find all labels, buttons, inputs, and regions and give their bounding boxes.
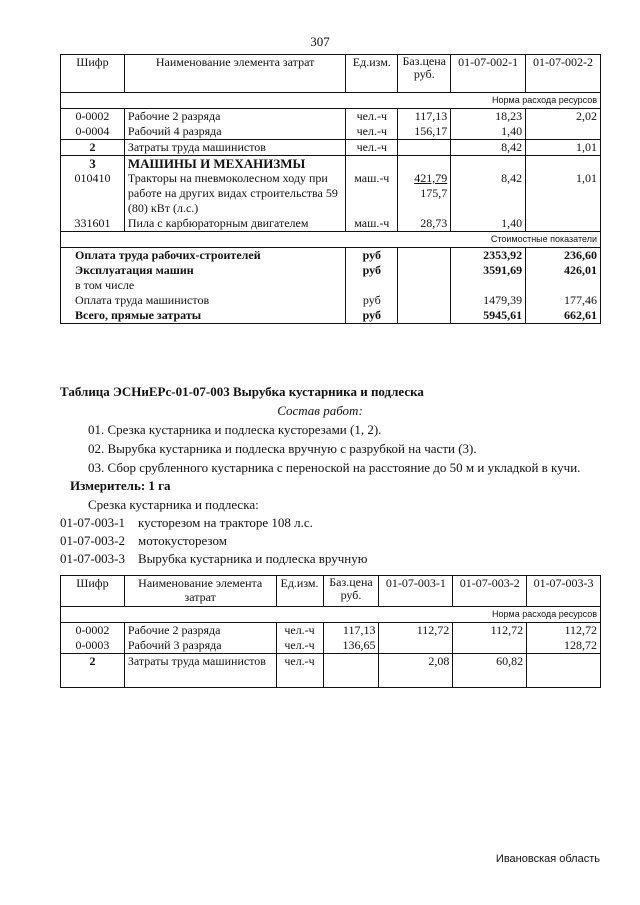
row-price [398, 171, 451, 216]
cost-name: Эксплуатация машин [61, 263, 346, 278]
section-cost-row [61, 232, 601, 248]
row-value-1: 8,42 [451, 140, 526, 156]
row-price: 156,17 [398, 124, 451, 140]
variant-code: 01-07-003-2 [60, 533, 125, 548]
row-value-2: 112,72 [453, 623, 527, 639]
row-price-value-2: 175,7 [420, 186, 448, 200]
row-value-1: 8,42 [451, 171, 526, 216]
row-code: 331601 [61, 216, 125, 232]
section-row [61, 156, 601, 172]
header-unit: Ед.изм. [346, 55, 398, 93]
row-name: МАШИНЫ И МЕХАНИЗМЫ [124, 156, 345, 172]
meter-label: Измеритель: 1 га [70, 478, 171, 493]
table-row [61, 140, 601, 156]
row-value-2: 60,82 [453, 654, 527, 688]
cost-value-1: 1479,39 [451, 293, 526, 308]
cost-value-2: 426,01 [526, 263, 601, 278]
row-name: Рабочий 3 разряда [124, 638, 276, 654]
work-item: 02. Вырубка кустарника и подлеска вручную с разрубкой на части (3). [88, 441, 477, 456]
header-code: Шифр [61, 576, 125, 607]
row-value-2: 1,01 [526, 140, 601, 156]
table-subtitle: Состав работ: [277, 403, 363, 418]
table-title: Таблица ЭСНиЕРс-01-07-003 Вырубка кустарника и подлеска [60, 384, 424, 399]
variant-code: 01-07-003-1 [60, 515, 125, 530]
row-unit: маш.-ч [346, 216, 398, 232]
cost-name: Оплата труда машинистов [61, 293, 346, 308]
variant-text: мотокусторезом [138, 533, 227, 548]
header-col3: 01-07-003-3 [527, 576, 601, 607]
row-name: Пила с карбюраторным двигателем [124, 216, 345, 232]
table-row [61, 124, 601, 140]
cost-value-1: 3591,69 [451, 263, 526, 278]
row-value-3: 128,72 [527, 638, 601, 654]
header-unit: Ед.изм. [276, 576, 323, 607]
header-code: Шифр [61, 55, 125, 93]
footer-region: Ивановская область [495, 853, 600, 865]
row-code: 0-0002 [61, 623, 125, 639]
row-unit: чел.-ч [346, 140, 398, 156]
cost-name: в том числе [61, 278, 346, 293]
row-value-2 [453, 638, 527, 654]
row-unit: чел.-ч [276, 623, 323, 639]
row-value-3 [527, 654, 601, 688]
row-code: 0-0004 [61, 124, 125, 140]
header-price: Баз.цена руб. [323, 576, 379, 607]
row-code: 0-0002 [61, 109, 125, 125]
row-unit: маш.-ч [346, 171, 398, 216]
row-price: 136,65 [323, 638, 379, 654]
row-name: Затраты труда машинистов [124, 140, 345, 156]
row-code: 2 [61, 140, 125, 156]
row-unit: чел.-ч [346, 124, 398, 140]
cost-row [61, 263, 601, 278]
row-price [323, 654, 379, 688]
header-col1: 01-07-002-1 [451, 55, 526, 93]
table-row [61, 171, 601, 216]
cost-unit: руб [346, 308, 398, 324]
table-header-row [61, 55, 601, 93]
cost-unit: руб [346, 293, 398, 308]
row-code: 010410 [61, 171, 125, 216]
work-item: 01. Срезка кустарника и подлеска кусторезами (1, 2). [88, 422, 382, 437]
row-value-2: 2,02 [526, 109, 601, 125]
cost-row [61, 248, 601, 264]
table-row [61, 216, 601, 232]
row-price: 117,13 [323, 623, 379, 639]
header-price: Баз.цена руб. [398, 55, 451, 93]
cost-row [61, 278, 601, 293]
cost-row [61, 308, 601, 324]
section-norma-row [61, 607, 601, 623]
table-row [61, 638, 601, 654]
cost-value-1: 5945,61 [451, 308, 526, 324]
cost-row [61, 293, 601, 308]
header-col2: 01-07-002-2 [526, 55, 601, 93]
row-code: 2 [61, 654, 125, 688]
meter-description: Срезка кустарника и подлеска: [88, 497, 259, 512]
table-header-row [61, 576, 601, 607]
row-name: Рабочие 2 разряда [124, 109, 345, 125]
cost-value-1: 2353,92 [451, 248, 526, 264]
variant-code: 01-07-003-3 [60, 551, 125, 566]
header-name: Наименование элемента затрат [124, 576, 276, 607]
section-norma-row [61, 93, 601, 109]
cost-value-2: 662,61 [526, 308, 601, 324]
page-number: 307 [310, 34, 330, 49]
row-name: Тракторы на пневмоколесном ходу при работе на других видах строительства 59 (80) кВт (л.с.) [124, 171, 345, 216]
table-row [61, 109, 601, 125]
row-unit: чел.-ч [276, 638, 323, 654]
resource-table-2 [60, 575, 601, 688]
section-cost-label: Стоимостные показатели [451, 232, 601, 248]
table-row [61, 654, 601, 688]
header-name: Наименование элемента затрат [124, 55, 345, 93]
section-norma-label: Норма расхода ресурсов [451, 93, 601, 109]
row-value-1: 2,08 [379, 654, 453, 688]
row-value-1: 1,40 [451, 216, 526, 232]
section-norma-label: Норма расхода ресурсов [453, 607, 601, 623]
cost-name: Оплата труда рабочих-строителей [61, 248, 346, 264]
row-price: 117,13 [398, 109, 451, 125]
row-name: Рабочие 2 разряда [124, 623, 276, 639]
row-unit: чел.-ч [346, 109, 398, 125]
variant-text: Вырубка кустарника и подлеска вручную [138, 551, 368, 566]
variant-text: кусторезом на тракторе 108 л.с. [138, 515, 313, 530]
cost-value-2: 236,60 [526, 248, 601, 264]
work-item: 03. Сбор срубленного кустарника с переноской на расстояние до 50 м и укладкой в кучи. [88, 460, 581, 475]
row-name: Рабочий 4 разряда [124, 124, 345, 140]
cost-unit: руб [346, 248, 398, 264]
header-col2: 01-07-003-2 [453, 576, 527, 607]
row-value-1 [379, 638, 453, 654]
row-price-value: 421,79 [414, 171, 448, 185]
resource-table-1 [60, 54, 601, 324]
row-unit: чел.-ч [276, 654, 323, 688]
row-price: 28,73 [398, 216, 451, 232]
row-value-1: 112,72 [379, 623, 453, 639]
row-price [398, 140, 451, 156]
cost-unit: руб [346, 263, 398, 278]
row-code: 0-0003 [61, 638, 125, 654]
row-value-3: 112,72 [527, 623, 601, 639]
header-col1: 01-07-003-1 [379, 576, 453, 607]
cost-value-2: 177,46 [526, 293, 601, 308]
row-name: Затраты труда машинистов [124, 654, 276, 688]
row-value-2 [526, 216, 601, 232]
row-value-2: 1,01 [526, 171, 601, 216]
cost-name: Всего, прямые затраты [61, 308, 346, 324]
row-value-1: 18,23 [451, 109, 526, 125]
row-value-2 [526, 124, 601, 140]
row-value-1: 1,40 [451, 124, 526, 140]
row-code: 3 [61, 156, 125, 172]
table-row [61, 623, 601, 639]
